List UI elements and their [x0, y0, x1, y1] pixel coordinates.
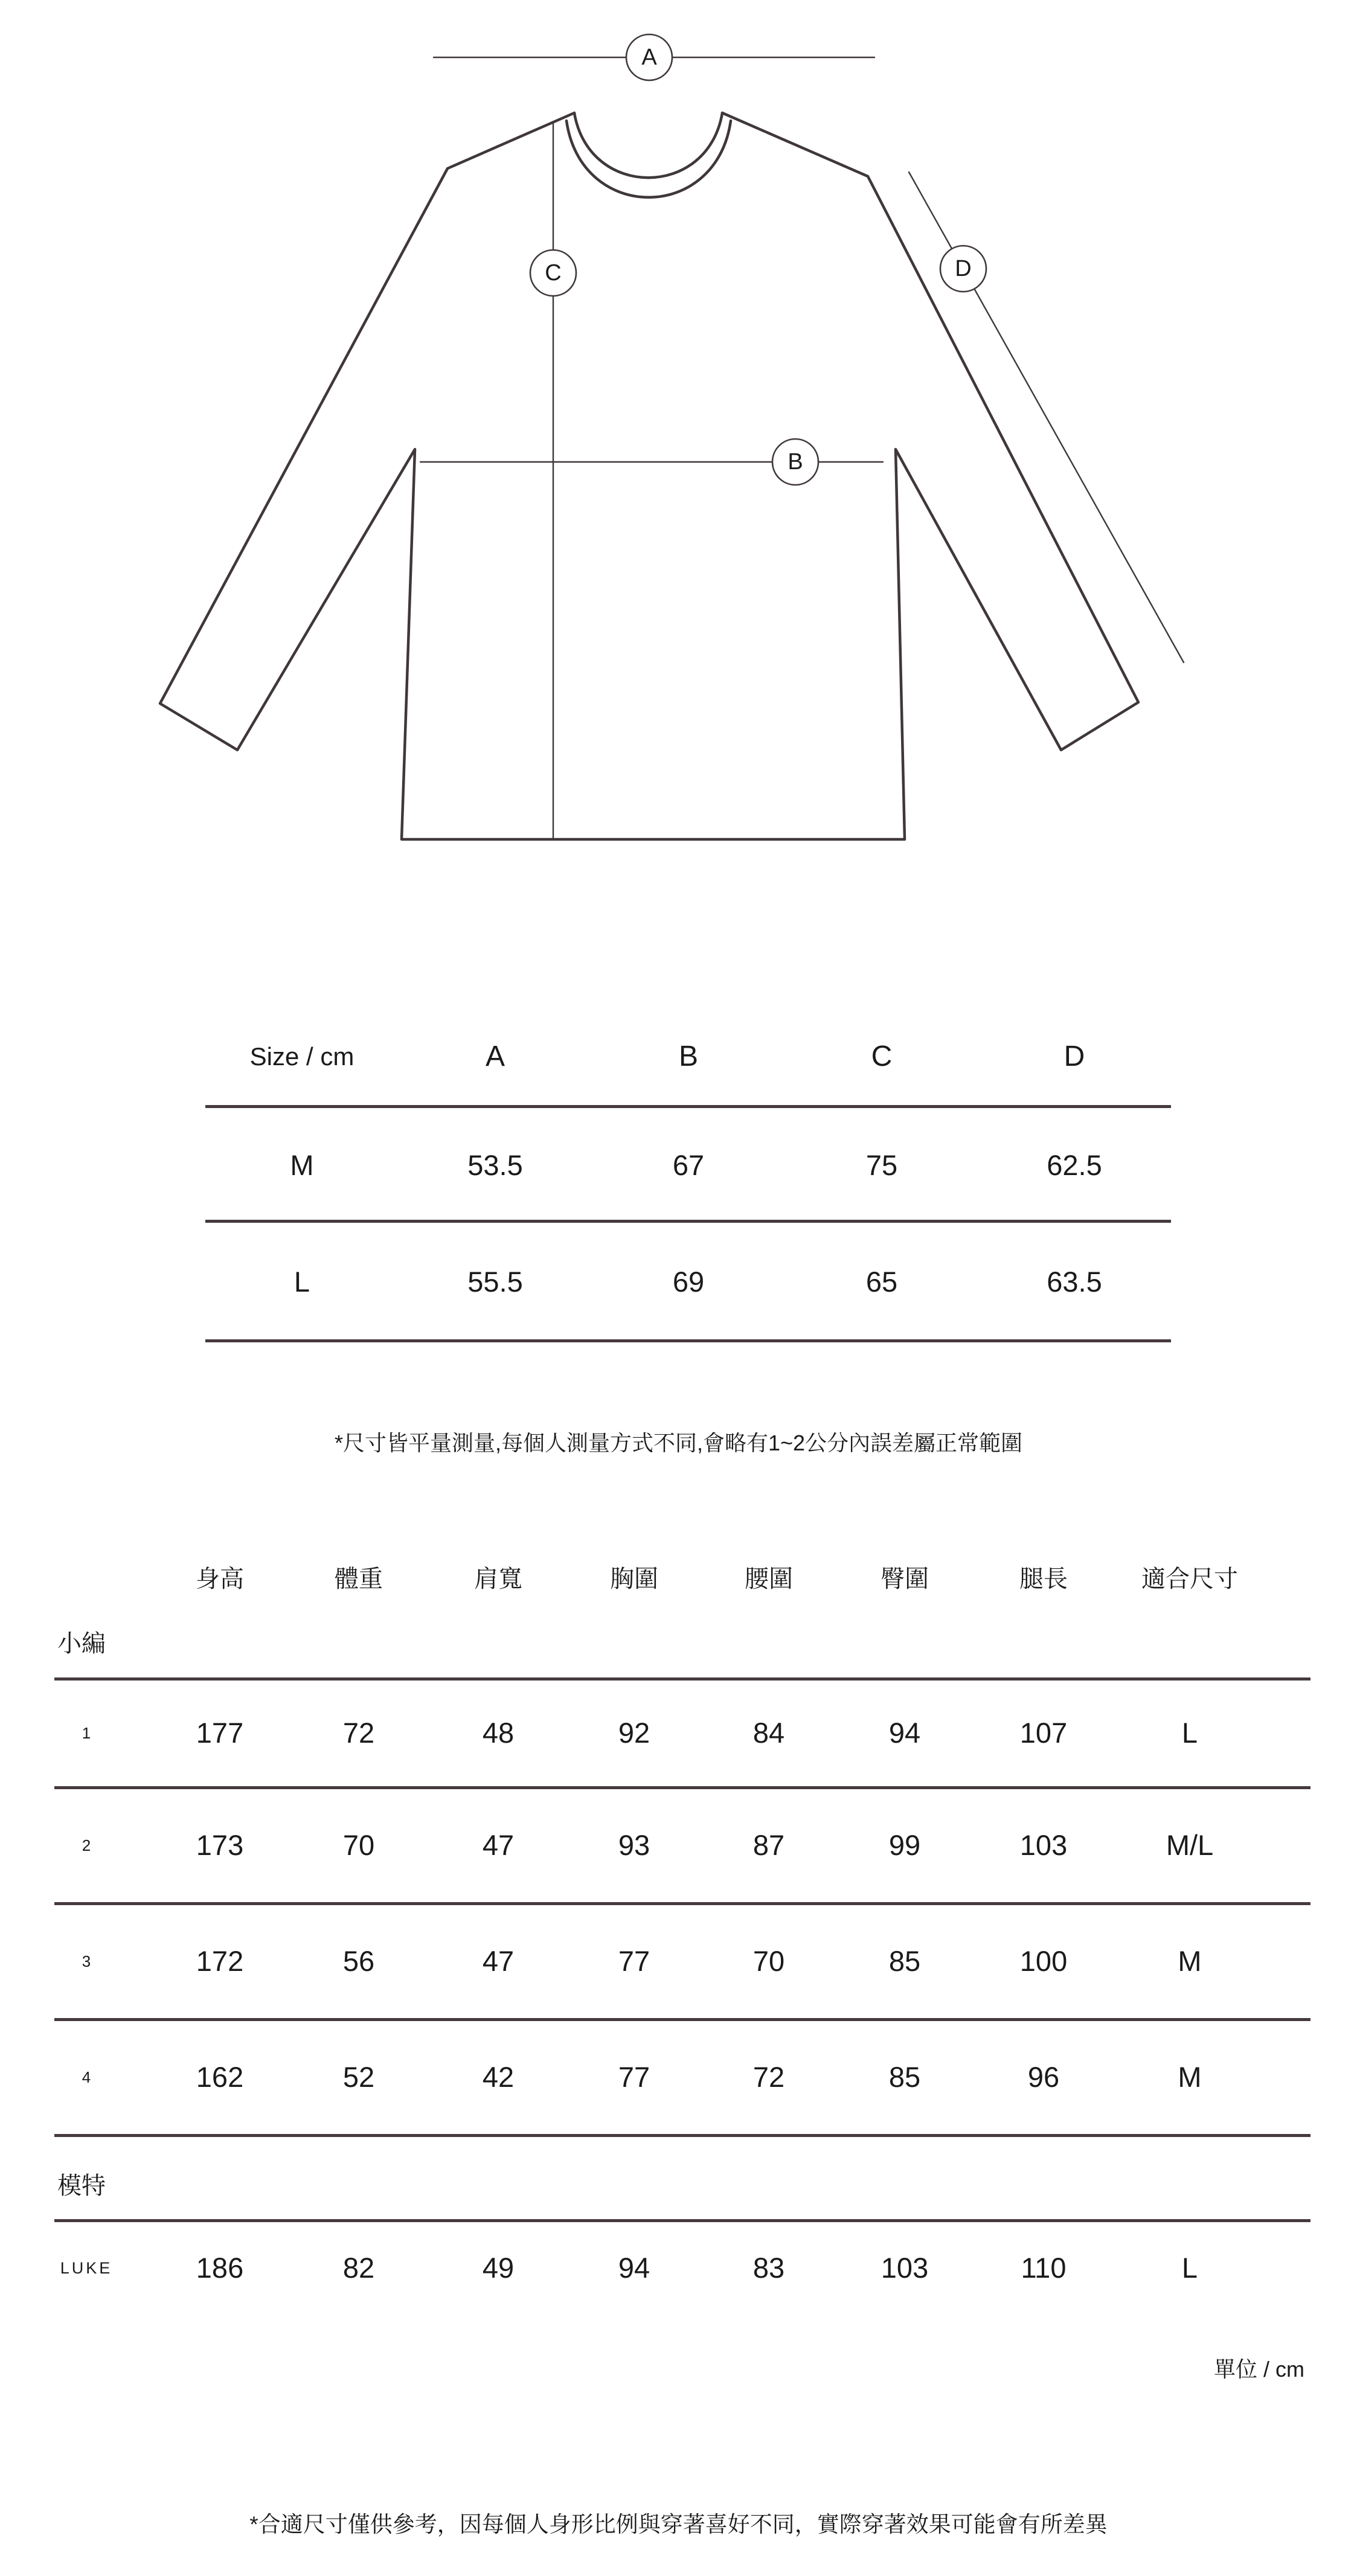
size-table-header-d: D — [1063, 1040, 1085, 1072]
size-l-value-b: 69 — [672, 1266, 705, 1298]
fit-row-model-chest: 94 — [618, 2252, 650, 2284]
fit-row-2-chest: 93 — [618, 1829, 650, 1861]
size-table-rule-1 — [205, 1105, 1171, 1108]
fit-row-2-height: 173 — [196, 1829, 244, 1861]
size-m-value-d: 62.5 — [1047, 1149, 1102, 1181]
measure-line-d — [909, 172, 1184, 662]
marker-letter-c: C — [545, 260, 562, 286]
size-l-value-a: 55.5 — [467, 1266, 523, 1298]
fit-table-row-4 — [54, 2060, 1310, 2094]
fit-row-1-size: L — [1181, 1717, 1198, 1749]
fit-row-1-shoulder: 48 — [482, 1717, 515, 1749]
fit-row-model-label: LUKE — [60, 2259, 113, 2277]
size-table-header-a: A — [485, 1040, 505, 1072]
fit-row-4-weight: 52 — [342, 2061, 375, 2093]
fit-row-4-leg: 96 — [1027, 2061, 1060, 2093]
fit-row-4-waist: 72 — [752, 2061, 785, 2093]
marker-letter-b: B — [788, 449, 803, 475]
fit-row-4-shoulder: 42 — [482, 2061, 515, 2093]
fit-table-rule-2 — [54, 1786, 1310, 1789]
fit-table-rule-1 — [54, 1677, 1310, 1680]
fit-row-4-size: M — [1178, 2061, 1202, 2093]
fit-row-3-label: 3 — [82, 1952, 91, 1970]
shirt-outline — [160, 113, 1138, 839]
fit-row-3-chest: 77 — [618, 1945, 650, 1977]
fit-group-model-label: 模特 — [57, 2173, 106, 2199]
fit-row-model-size: L — [1181, 2252, 1198, 2284]
fit-row-1-label: 1 — [82, 1724, 91, 1742]
size-table-rule-3 — [205, 1339, 1171, 1342]
fit-header-recommended-size: 適合尺寸 — [1141, 1566, 1238, 1592]
size-table-row-m — [205, 1149, 1171, 1182]
fit-table-row-1 — [54, 1716, 1310, 1750]
marker-letter-d: D — [955, 256, 972, 281]
fit-row-4-label: 4 — [82, 2068, 91, 2086]
fit-table-header-row — [54, 1562, 1310, 1596]
fit-row-3-waist: 70 — [752, 1945, 785, 1977]
fit-row-1-weight: 72 — [342, 1717, 375, 1749]
fit-row-4-height: 162 — [196, 2061, 244, 2093]
size-l-value-c: 65 — [865, 1266, 898, 1298]
fit-row-model-weight: 82 — [342, 2252, 375, 2284]
garment-measurement-diagram — [0, 0, 1357, 942]
size-label-m: M — [290, 1149, 314, 1181]
fit-disclaimer-note: *合適尺寸僅供參考，因每個人身形比例與穿著喜好不同，實際穿著效果可能會有所差異 — [249, 2512, 1108, 2537]
fit-row-3-size: M — [1178, 1945, 1202, 1977]
size-table-header-row — [205, 1040, 1171, 1074]
size-m-value-a: 53.5 — [467, 1149, 523, 1181]
fit-table-rule-4 — [54, 2018, 1310, 2021]
fit-row-1-hip: 94 — [888, 1717, 921, 1749]
fit-header-chest: 胸圍 — [610, 1566, 658, 1592]
collar-outer-curve — [566, 121, 731, 197]
fit-row-2-label: 2 — [82, 1836, 91, 1854]
fit-row-1-chest: 92 — [618, 1717, 650, 1749]
collar-inner-curve — [574, 113, 722, 178]
size-m-value-b: 67 — [672, 1149, 705, 1181]
fit-header-height: 身高 — [196, 1566, 244, 1592]
fit-row-1-height: 177 — [196, 1717, 244, 1749]
fit-table-row-3 — [54, 1944, 1310, 1978]
fit-table-rule-5 — [54, 2134, 1310, 2137]
fit-header-leg: 腿長 — [1019, 1566, 1068, 1592]
fit-row-4-hip: 85 — [888, 2061, 921, 2093]
fit-row-4-chest: 77 — [618, 2061, 650, 2093]
marker-letter-a: A — [641, 45, 657, 70]
fit-row-3-height: 172 — [196, 1945, 244, 1977]
fit-row-model-waist: 83 — [752, 2252, 785, 2284]
fit-group-staff-label: 小編 — [57, 1630, 106, 1657]
fit-row-2-leg: 103 — [1019, 1829, 1068, 1861]
size-table-header-c: C — [871, 1040, 893, 1072]
fit-table-row-model — [54, 2251, 1310, 2285]
fit-table-rule-6 — [54, 2219, 1310, 2222]
size-measurement-note: *尺寸皆平量測量,每個人測量方式不同,會略有1~2公分內誤差屬正常範圍 — [334, 1431, 1023, 1455]
fit-header-hip: 臀圍 — [881, 1566, 929, 1592]
fit-table-rule-3 — [54, 1902, 1310, 1905]
fit-row-2-shoulder: 47 — [482, 1829, 515, 1861]
size-table-rule-2 — [205, 1220, 1171, 1223]
fit-header-shoulder: 肩寬 — [474, 1566, 522, 1592]
fit-row-model-shoulder: 49 — [482, 2252, 515, 2284]
fit-row-3-leg: 100 — [1019, 1945, 1068, 1977]
fit-row-1-waist: 84 — [752, 1717, 785, 1749]
fit-header-waist: 腰圍 — [745, 1566, 793, 1592]
size-label-l: L — [294, 1266, 310, 1298]
fit-row-3-shoulder: 47 — [482, 1945, 515, 1977]
fit-row-2-hip: 99 — [888, 1829, 921, 1861]
fit-row-model-leg: 110 — [1021, 2252, 1067, 2284]
fit-row-2-waist: 87 — [752, 1829, 785, 1861]
fit-row-3-hip: 85 — [888, 1945, 921, 1977]
fit-row-2-weight: 70 — [342, 1829, 375, 1861]
fit-header-weight: 體重 — [335, 1566, 383, 1592]
fit-table-row-2 — [54, 1828, 1310, 1862]
fit-row-model-height: 186 — [196, 2252, 244, 2284]
size-table-header-size-cm: Size / cm — [249, 1042, 354, 1071]
size-m-value-c: 75 — [865, 1149, 898, 1181]
fit-row-1-leg: 107 — [1019, 1717, 1068, 1749]
fit-row-3-weight: 56 — [342, 1945, 375, 1977]
fit-row-2-size: M/L — [1166, 1829, 1214, 1861]
unit-label: 單位 / cm — [1214, 2357, 1304, 2382]
fit-row-model-hip: 103 — [881, 2252, 929, 2284]
size-table-row-l — [205, 1265, 1171, 1299]
size-l-value-d: 63.5 — [1047, 1266, 1102, 1298]
size-table-header-b: B — [678, 1040, 699, 1072]
